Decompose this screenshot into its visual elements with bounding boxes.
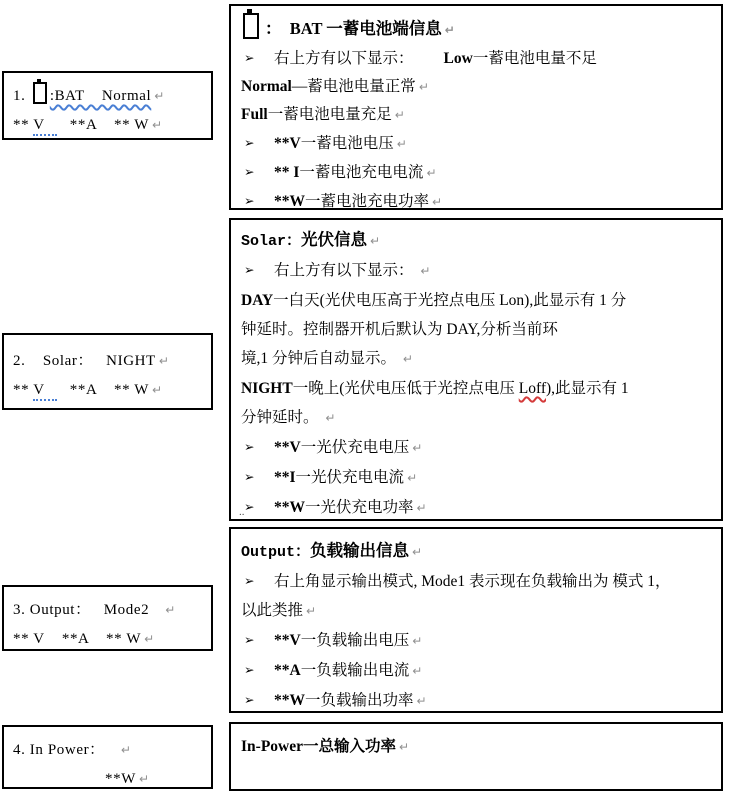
- return-mark: ↵: [370, 234, 381, 248]
- return-mark: ↵: [165, 603, 176, 617]
- level-text: 一蓄电池电量不足: [472, 50, 597, 67]
- solar-heading-title: 光伏信息: [301, 230, 368, 249]
- arrow-bullet-icon: ➢: [244, 500, 255, 514]
- mode-text: 右上角显示输出模式, Mode1 表示现在负载输出为 模式 1，: [274, 573, 671, 590]
- bat-item-power: [231, 187, 721, 216]
- explanation-solar: [229, 218, 723, 521]
- return-mark: ↵: [444, 23, 455, 37]
- item-key: **V: [274, 632, 301, 649]
- solar-night-line1: [231, 374, 721, 403]
- loff-term: Loff: [518, 380, 546, 397]
- return-mark: ↵: [152, 118, 163, 132]
- bat-heading-title: BAT 一蓄电池端信息: [289, 19, 442, 38]
- solar-heading: [231, 225, 721, 256]
- output-heading-title: 负载输出信息: [310, 541, 410, 560]
- mode-text: 以此类推: [241, 602, 304, 619]
- item-key: ** I: [274, 164, 300, 181]
- inpower-display-line1: [13, 736, 211, 765]
- inpower-heading: [231, 733, 721, 761]
- item-key: **A: [274, 662, 301, 679]
- output-display-line2: [13, 625, 211, 654]
- bat-item-current: [231, 158, 721, 187]
- return-mark: ↵: [416, 501, 427, 515]
- return-mark: ↵: [399, 740, 410, 754]
- day-text: 一白天(光伏电压高于光控点电压 Lon),此显示有 1 分: [273, 292, 627, 309]
- solar-item-power: [231, 493, 721, 523]
- return-mark: ↵: [412, 441, 423, 455]
- return-mark: ↵: [426, 166, 437, 180]
- output-status-text: 3. Output： Mode2: [13, 602, 163, 618]
- return-mark: ↵: [407, 471, 418, 485]
- item-text: 一蓄电池充电电流: [299, 164, 424, 181]
- item-text: 一蓄电池电压: [300, 135, 394, 152]
- day-text: 钟延时。控制器开机后默认为 DAY,分析当前环: [241, 321, 558, 338]
- display-label: 右上方有以下显示：: [274, 262, 418, 279]
- inpower-key: In-Power: [241, 738, 303, 755]
- item-key: **V: [274, 135, 301, 152]
- level-key: Low: [443, 50, 473, 67]
- inpower-text: 一总输入功率: [303, 738, 397, 755]
- night-text: 分钟延时。: [241, 409, 323, 426]
- level-text: 一蓄电池电量充足: [267, 106, 392, 123]
- solar-heading-key: Solar：: [241, 233, 302, 250]
- solar-item-current: [231, 463, 721, 493]
- return-mark: ↵: [412, 664, 423, 678]
- inpower-label: 4. In Power：: [13, 742, 118, 758]
- return-mark: ↵: [152, 383, 163, 397]
- explanation-output: [229, 527, 723, 713]
- battery-icon: [243, 13, 259, 39]
- bat-display-row: [231, 44, 721, 73]
- bat-display-line1: [13, 82, 211, 111]
- output-heading-key: Output：: [241, 544, 311, 561]
- return-mark: ↵: [412, 545, 423, 559]
- day-key: DAY: [241, 292, 274, 309]
- explanation-bat: [229, 4, 723, 210]
- return-mark: ↵: [420, 264, 431, 278]
- return-mark: ↵: [396, 137, 407, 151]
- values-prefix: **: [13, 382, 34, 398]
- display-example-inpower: [2, 725, 213, 789]
- display-example-bat: [2, 71, 213, 140]
- arrow-bullet-icon: ➢: [244, 51, 255, 65]
- watt-value: **W: [105, 771, 136, 787]
- return-mark: ↵: [416, 694, 427, 708]
- arrow-bullet-icon: ➢: [244, 663, 255, 677]
- return-mark: ↵: [402, 352, 413, 366]
- return-mark: ↵: [394, 108, 405, 122]
- item-text: 一光伏充电功率: [305, 499, 414, 516]
- arrow-bullet-icon: ➢: [244, 633, 255, 647]
- return-mark: ↵: [158, 354, 169, 368]
- display-label: 右上方有以下显示：: [274, 50, 414, 67]
- return-mark: ↵: [144, 632, 155, 646]
- solar-display-line1: [13, 347, 211, 376]
- volt-symbol: V: [33, 117, 56, 136]
- level-key: Full: [241, 106, 268, 123]
- item-text: 一负载输出电压: [300, 632, 410, 649]
- item-text: 一蓄电池充电功率: [305, 193, 430, 210]
- bat-level-full: [231, 101, 721, 129]
- display-example-output: [2, 585, 213, 651]
- level-key: Normal: [241, 78, 292, 95]
- values-rest: **A ** W: [56, 382, 150, 398]
- night-text: 一晚上(光伏电压低于光控点电压: [292, 380, 519, 397]
- inpower-display-line2: [13, 765, 211, 794]
- values-rest: **A ** W: [56, 117, 150, 133]
- arrow-bullet-icon: ➢: [244, 574, 255, 588]
- solar-display-row: [231, 256, 721, 286]
- return-mark: ↵: [154, 89, 165, 103]
- return-mark: ↵: [138, 772, 150, 786]
- return-mark: ↵: [412, 634, 423, 648]
- output-heading: [231, 536, 721, 567]
- display-example-solar: [2, 333, 213, 410]
- item-key: **W: [274, 499, 305, 516]
- bat-item-voltage: [231, 129, 721, 158]
- output-item-current: [231, 656, 721, 686]
- item-key: **W: [274, 193, 305, 210]
- arrow-bullet-icon: ➢: [244, 263, 255, 277]
- bat-heading: [231, 13, 721, 44]
- arrow-bullet-icon: ➢: [244, 693, 255, 707]
- day-text: 境,1 分钟后自动显示。: [241, 350, 400, 367]
- values-text: ** V **A ** W: [13, 631, 142, 647]
- arrow-bullet-icon: ➢: [244, 194, 255, 208]
- bat-display-line2: [13, 111, 211, 140]
- arrow-bullet-icon: ➢: [244, 136, 255, 150]
- night-key: NIGHT: [241, 380, 293, 397]
- output-mode-line1: [231, 567, 721, 596]
- solar-item-voltage: [231, 433, 721, 463]
- item-key: **W: [274, 692, 305, 709]
- arrow-bullet-icon: ➢: [244, 165, 255, 179]
- output-item-power: [231, 686, 721, 716]
- return-mark: ↵: [432, 195, 443, 209]
- return-mark: ↵: [306, 604, 317, 618]
- volt-symbol: V: [33, 382, 56, 401]
- night-text: ),此显示有 1: [546, 380, 629, 397]
- output-item-voltage: [231, 626, 721, 656]
- solar-display-line2: [13, 376, 211, 405]
- values-prefix: **: [13, 117, 34, 133]
- item-text: 一光伏充电电流: [295, 469, 405, 486]
- item-text: 一光伏充电电压: [300, 439, 410, 456]
- solar-day-line2: [231, 315, 721, 344]
- return-mark: ↵: [325, 411, 336, 425]
- item-key: **V: [274, 439, 301, 456]
- solar-day-line1: [231, 286, 721, 315]
- solar-status-text: 2. Solar： NIGHT: [13, 353, 156, 369]
- bat-status-text: :BAT Normal: [49, 88, 152, 104]
- heading-colon: ：: [265, 19, 290, 38]
- item-number: 1.: [13, 88, 30, 104]
- level-text: —蓄电池电量正常: [291, 78, 416, 95]
- bat-level-normal: [231, 73, 721, 101]
- text-artifact: ..: [239, 506, 245, 518]
- item-text: 一负载输出电流: [300, 662, 410, 679]
- return-mark: ↵: [418, 80, 429, 94]
- arrow-bullet-icon: ➢: [244, 470, 255, 484]
- battery-icon: [33, 82, 47, 104]
- arrow-bullet-icon: ➢: [244, 440, 255, 454]
- explanation-inpower: [229, 722, 723, 791]
- solar-day-line3: [231, 344, 721, 374]
- return-mark: ↵: [120, 743, 131, 757]
- item-text: 一负载输出功率: [305, 692, 414, 709]
- solar-night-line2: [231, 403, 721, 433]
- item-key: **I: [274, 469, 296, 486]
- output-display-line1: [13, 596, 211, 625]
- output-mode-line2: [231, 596, 721, 626]
